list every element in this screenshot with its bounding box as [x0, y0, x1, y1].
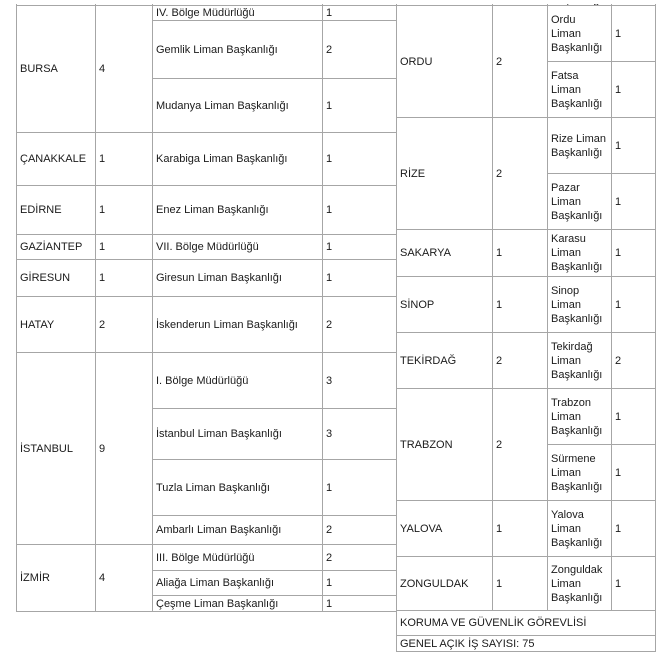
table-row-summary — [397, 611, 656, 636]
province-count-cell: 1 — [493, 501, 548, 557]
province-cell: TEKİRDAĞ — [397, 333, 493, 389]
province-count-cell: 1 — [96, 186, 153, 235]
unit-count-cell: 1 — [612, 62, 656, 118]
province-count-cell: 1 — [96, 235, 153, 260]
unit-cell: İstanbul Liman Başkanlığı — [153, 409, 323, 460]
unit-cell: Sürmene Liman Başkanlığı — [548, 445, 612, 501]
table-row — [397, 6, 656, 62]
province-cell: GAZİANTEP — [17, 235, 96, 260]
province-count-cell: 1 — [493, 230, 548, 277]
province-cell: SİNOP — [397, 277, 493, 333]
province-count-cell: 1 — [493, 557, 548, 611]
unit-count-cell: 1 — [612, 557, 656, 611]
province-cell: ZONGULDAK — [397, 557, 493, 611]
unit-count-cell: 1 — [323, 596, 397, 612]
table-row — [17, 297, 397, 353]
unit-count-cell: 2 — [323, 297, 397, 353]
table-row — [397, 333, 656, 389]
province-count-cell: 2 — [493, 118, 548, 230]
table-row — [397, 230, 656, 277]
province-cell: İSTANBUL — [17, 353, 96, 545]
unit-cell: Zonguldak Liman Başkanlığı — [548, 557, 612, 611]
unit-cell: Trabzon Liman Başkanlığı — [548, 389, 612, 445]
unit-cell: Fatsa Liman Başkanlığı — [548, 62, 612, 118]
table-row — [17, 545, 397, 571]
unit-cell: VII. Bölge Müdürlüğü — [153, 235, 323, 260]
province-count-cell: 4 — [96, 545, 153, 612]
unit-cell: Mudanya Liman Başkanlığı — [153, 79, 323, 133]
province-count-cell: 1 — [96, 133, 153, 186]
province-count-cell: 2 — [96, 297, 153, 353]
unit-cell: Ordu Liman Başkanlığı — [548, 6, 612, 62]
unit-cell: Gemlik Liman Başkanlığı — [153, 21, 323, 79]
unit-cell: Çeşme Liman Başkanlığı — [153, 596, 323, 612]
province-cell: SAKARYA — [397, 230, 493, 277]
unit-cell: Giresun Liman Başkanlığı — [153, 260, 323, 297]
unit-count-cell: 1 — [612, 501, 656, 557]
unit-cell: Pazar Liman Başkanlığı — [548, 174, 612, 230]
province-cell: ORDU — [397, 6, 493, 118]
table-row — [397, 501, 656, 557]
unit-count-cell: 1 — [323, 186, 397, 235]
unit-count-cell: 2 — [323, 516, 397, 545]
table-row — [17, 186, 397, 235]
table-row — [397, 118, 656, 174]
province-cell: ÇANAKKALE — [17, 133, 96, 186]
province-cell: HATAY — [17, 297, 96, 353]
unit-cell: Enez Liman Başkanlığı — [153, 186, 323, 235]
unit-cell: Yalova Liman Başkanlığı — [548, 501, 612, 557]
unit-count-cell: 1 — [612, 230, 656, 277]
unit-cell: I. Bölge Müdürlüğü — [153, 353, 323, 409]
unit-count-cell: 1 — [323, 79, 397, 133]
province-cell: TRABZON — [397, 389, 493, 501]
table-row — [17, 235, 397, 260]
province-count-cell: 2 — [493, 6, 548, 118]
table-row — [17, 260, 397, 297]
table-row-summary — [397, 636, 656, 652]
table-row — [397, 557, 656, 611]
unit-count-cell: 2 — [323, 21, 397, 79]
province-cell: İZMİR — [17, 545, 96, 612]
unit-count-cell: 3 — [323, 409, 397, 460]
unit-cell: Ambarlı Liman Başkanlığı — [153, 516, 323, 545]
province-unit-table-left — [16, 4, 397, 612]
table-row — [17, 353, 397, 409]
unit-cell: III. Bölge Müdürlüğü — [153, 545, 323, 571]
unit-count-cell: 1 — [612, 174, 656, 230]
unit-cell: İskenderun Liman Başkanlığı — [153, 297, 323, 353]
province-count-cell: 1 — [493, 277, 548, 333]
unit-count-cell: 1 — [323, 6, 397, 21]
table-row — [397, 389, 656, 445]
province-count-cell: 2 — [493, 333, 548, 389]
unit-count-cell: 3 — [323, 353, 397, 409]
table-row — [17, 6, 397, 21]
unit-cell: Tekirdağ Liman Başkanlığı — [548, 333, 612, 389]
table-row — [397, 277, 656, 333]
province-cell: BURSA — [17, 6, 96, 133]
unit-count-cell: 2 — [612, 333, 656, 389]
province-cell: YALOVA — [397, 501, 493, 557]
unit-count-cell: 1 — [323, 133, 397, 186]
summary-title-cell: KORUMA VE GÜVENLİK GÖREVLİSİ — [397, 611, 656, 636]
unit-count-cell: 1 — [612, 277, 656, 333]
unit-count-cell: 1 — [612, 445, 656, 501]
unit-cell: IV. Bölge Müdürlüğü — [153, 6, 323, 21]
unit-count-cell: 1 — [323, 260, 397, 297]
unit-count-cell: 1 — [323, 460, 397, 516]
unit-cell: Karabiga Liman Başkanlığı — [153, 133, 323, 186]
unit-cell: Karasu Liman Başkanlığı — [548, 230, 612, 277]
table-row — [17, 133, 397, 186]
summary-total-cell: GENEL AÇIK İŞ SAYISI: 75 — [397, 636, 656, 652]
province-count-cell: 2 — [493, 389, 548, 501]
unit-count-cell: 1 — [612, 118, 656, 174]
province-cell: EDİRNE — [17, 186, 96, 235]
unit-count-cell: 1 — [323, 235, 397, 260]
province-cell: RİZE — [397, 118, 493, 230]
unit-cell: Rize Liman Başkanlığı — [548, 118, 612, 174]
province-count-cell: 1 — [96, 260, 153, 297]
unit-cell: Aliağa Liman Başkanlığı — [153, 571, 323, 596]
unit-cell: Tuzla Liman Başkanlığı — [153, 460, 323, 516]
unit-count-cell: 2 — [323, 545, 397, 571]
unit-count-cell: 1 — [323, 571, 397, 596]
province-cell: GİRESUN — [17, 260, 96, 297]
unit-cell: Sinop Liman Başkanlığı — [548, 277, 612, 333]
province-count-cell: 9 — [96, 353, 153, 545]
province-unit-table-right — [396, 4, 656, 652]
province-count-cell: 4 — [96, 6, 153, 133]
unit-count-cell: 1 — [612, 389, 656, 445]
unit-count-cell: 1 — [612, 6, 656, 62]
